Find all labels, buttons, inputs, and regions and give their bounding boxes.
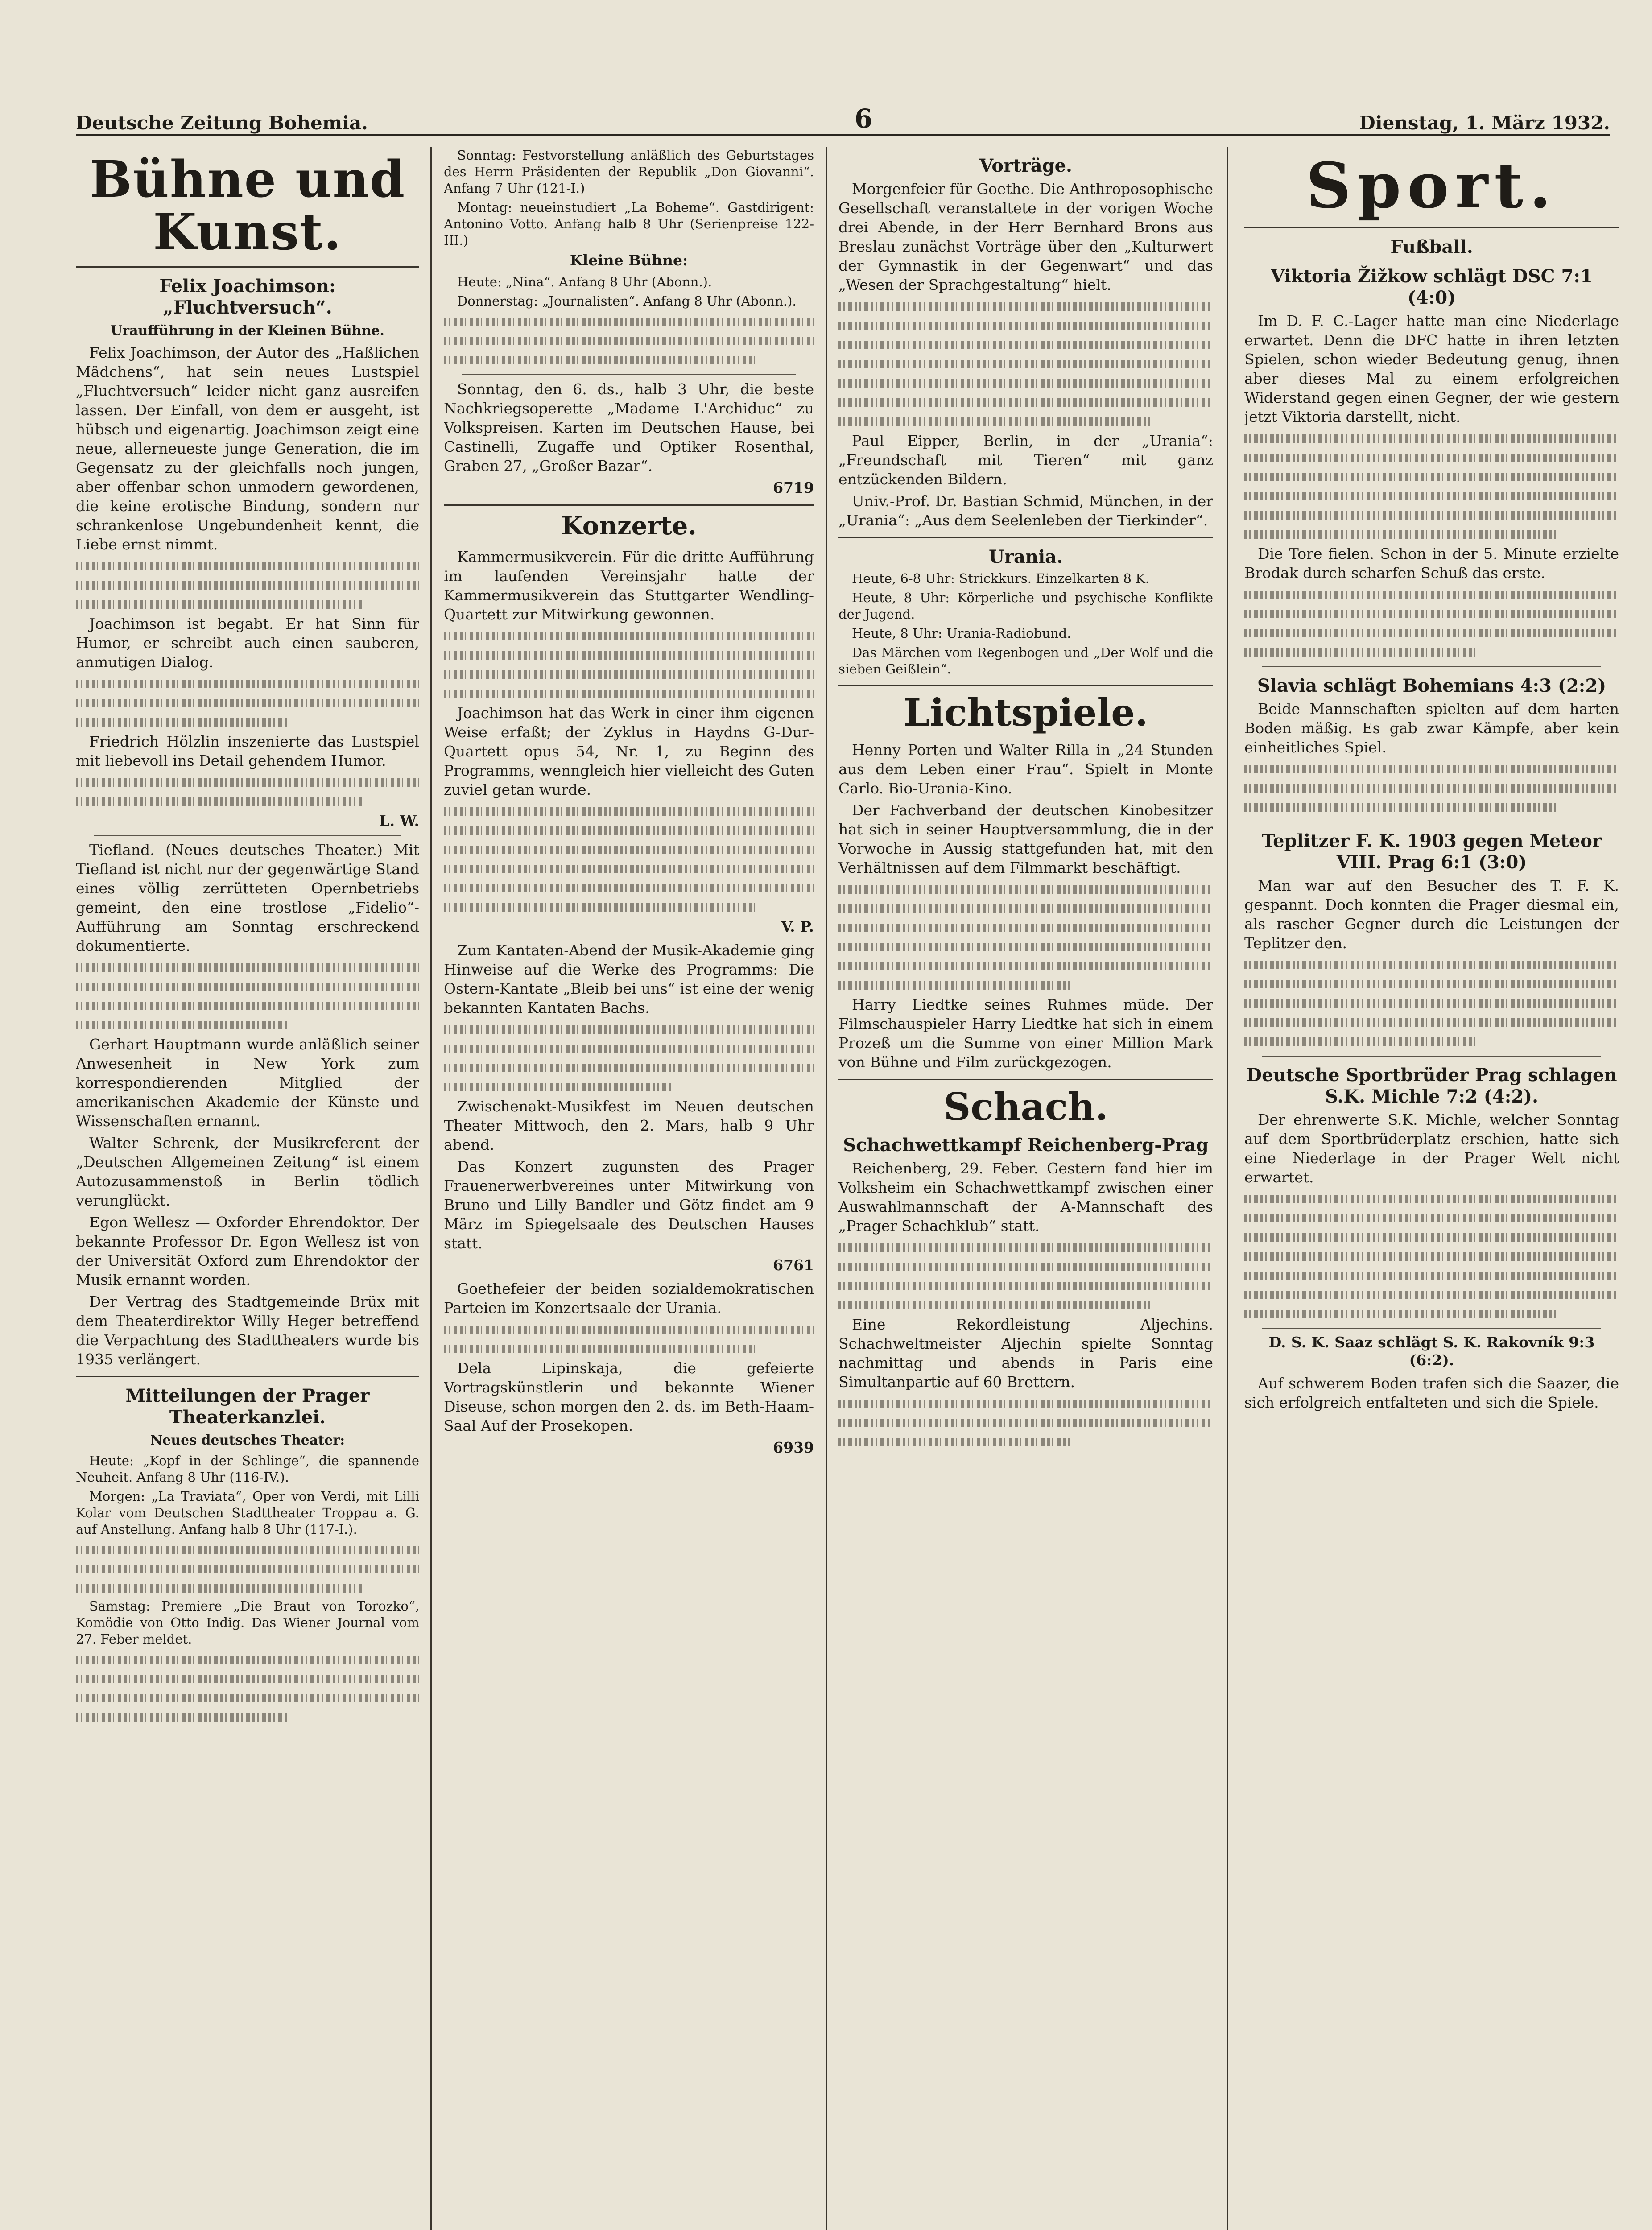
article-paragraph: Reichenberg, 29. Feber. Gestern fand hier im Volksheim ein Schachwettkampf zwischen einer Auswahlmannschaft der A-Mannschaft des „Prager Schachklub“ statt. [838,1160,1213,1235]
text-lines [1244,1228,1619,1247]
text-lines [838,1276,1213,1296]
program-entry: Samstag: Premiere „Die Braut von Torozko“, Komödie von Otto Indig. Das Wiener Journal vom 27. Feber meldet. [76,1598,419,1647]
text-lines [838,374,1213,393]
notice-number: 6719 [773,479,814,496]
text-lines [444,627,814,646]
newspaper-page [49,67,1628,2230]
text-lines [444,1339,755,1359]
text-lines [838,1394,1213,1413]
text-lines [1244,760,1619,779]
text-lines [1244,643,1477,662]
text-lines [1244,1305,1559,1324]
article-headline: Schachwettkampf Reichenberg-Prag [843,1135,1209,1156]
section-title-lichtspiele: Lichtspiele. [904,690,1148,735]
text-lines [76,1016,289,1035]
divider [838,1079,1213,1080]
divider [838,537,1213,538]
divider [838,685,1213,686]
article-paragraph: Univ.-Prof. Dr. Bastian Schmid, München, in der „Urania“: „Aus dem Seelenleben der Tierkinder“. [838,492,1213,529]
match-headline: Slavia schlägt Bohemians 4:3 (2:2) [1257,675,1607,696]
text-lines [76,557,419,576]
article-paragraph: Man war auf den Besucher des T. F. K. gespannt. Doch konnten die Prager diesmal ein, als rascher Gegner durch die Leistungen der Teplitzer den. [1244,877,1619,952]
text-lines [1244,525,1559,544]
divider [1262,1056,1601,1057]
text-lines [838,937,1213,957]
program-entry: Heute, 8 Uhr: Urania-Radiobund. [852,626,1071,641]
news-note: Gerhart Hauptmann wurde anläßlich seiner Anwesenheit in New York zum korrespondierenden Mitglied der amerikanischen Akademie der Künste und Wissenschaften ernannt. [76,1036,419,1130]
text-lines [76,1560,419,1579]
news-note: Walter Schrenk, der Musikreferent der „Deutschen Allgemeinen Zeitung“ ist einem Autozusammenstoß in Berlin tödlich verunglückt. [76,1134,419,1210]
text-lines [1244,1032,1477,1051]
text-lines [1244,467,1619,487]
text-lines [444,1020,814,1039]
text-lines [838,355,1213,374]
program-entry: Montag: neueinstudiert „La Boheme“. Gastdirigent: Antonino Votto. Anfang halb 8 Uhr (Serienpreise 122-III.) [444,200,814,248]
divider [444,504,814,506]
news-note: Egon Wellesz — Oxforder Ehrendoktor. Der bekannte Professor Dr. Egon Wellesz ist von der Universität Oxford zum Ehrendoktor der Musik ernannt worden. [76,1214,419,1289]
text-lines [1244,604,1619,624]
text-lines [1244,779,1619,798]
text-lines [838,957,1213,976]
text-lines [1244,624,1619,643]
article-paragraph: Joachimson hat das Werk in einer ihm eigenen Weise erfaßt; der Zyklus in Haydns G-Dur-Quartett opus 54, Nr. 1, zu Beginn des Programms, wenngleich hier vielleicht des Guten zuviel getan wurde. [444,704,814,798]
article-paragraph: Auf schwerem Boden trafen sich die Saazer, die sich erfolgreich entfalteten und sich die Spiele. [1244,1375,1619,1411]
text-lines [1244,1189,1619,1209]
article-paragraph: Goethefeier der beiden sozialdemokratischen Parteien im Konzertsaale der Urania. [444,1280,814,1317]
text-lines [1244,798,1559,817]
text-lines [76,773,419,792]
text-lines [76,595,364,614]
text-lines [838,412,1153,431]
article-paragraph: Paul Eipper, Berlin, in der „Urania“: „Freundschaft mit Tieren“ mit ganz entzückenden Bildern. [838,432,1213,488]
text-lines [838,1257,1213,1276]
text-lines [444,821,814,840]
article-paragraph: Die Tore fielen. Schon in der 5. Minute erzielte Brodak durch scharfen Schuß das erste. [1244,545,1619,582]
text-lines [1244,1209,1619,1228]
column-2 [444,147,814,2230]
text-lines [444,879,814,898]
divider [1262,1328,1601,1329]
article-paragraph: Kammermusikverein. Für die dritte Aufführung im laufenden Vereinsjahr hatte der Kammermusikverein das Stuttgarter Wendling-Quartett zur Mitwirkung gewonnen. [444,548,814,623]
article-paragraph: Im D. F. C.-Lager hatte man eine Niederlage erwartet. Denn die DFC hatte in ihren letzten Spielen, schon wieder Bedeutung genug, ihnen aber dieses Mal zu einem erfolgreichen Widerstand gegen einen Gegner, der wie gestern jetzt Viktoria darstellt, nicht. [1244,312,1619,425]
author-signature: L. W. [379,812,419,830]
article-paragraph: Felix Joachimson, der Autor des „Haßlichen Mädchens“, hat sein neues Lustspiel „Fluchtversuch“ leider nicht ganz ausreifen lassen. Der Einfall, von dem er ausgeht, ist hübsch und eigenartig. Joachimson zeigt eine neue, allerneueste junge Generation, die im Gegensatz zu der gleichfalls noch jungen, aber offenbar schon unmodern gewordenen, die keine erotische Bindung, sondern nur schrankenlose Ungebundenheit kennt, die Liebe ernst nimmt. [76,344,419,553]
text-lines [444,898,755,917]
text-lines [838,899,1213,918]
text-lines [444,1320,814,1339]
masthead: Deutsche Zeitung Bohemia. [76,112,368,134]
program-entry: Donnerstag: „Journalisten“. Anfang 8 Uhr (Abonn.). [457,293,797,309]
program-entry: Morgen: „La Traviata“, Oper von Verdi, mit Lilli Kolar vom Deutschen Stadttheater Troppau a. G. auf Anstellung. Anfang halb 8 Uhr (117-I.). [76,1489,419,1537]
text-lines [444,859,814,879]
text-lines [76,576,419,595]
text-lines [838,297,1213,316]
column-divider [430,147,432,2230]
section-subtitle: Fußball. [1390,236,1473,257]
notice-number: 6761 [773,1256,814,1274]
section-title-theaterkanzlei: Mitteilungen der Prager Theaterkanzlei. [125,1385,370,1428]
text-lines [1244,1247,1619,1266]
program-entry: Das Märchen vom Regenbogen und „Der Wolf und die sieben Geißlein“. [838,645,1213,677]
article-paragraph: Dela Lipinskaja, die gefeierte Vortragskünstlerin und bekannte Wiener Diseuse, schon morgen den 2. ds. im Beth-Haam-Saal Auf der Prosekopen. [444,1359,814,1434]
text-lines [76,958,419,977]
text-lines [1244,506,1619,525]
text-lines [444,1078,673,1097]
text-lines [76,694,419,713]
column-1 [76,147,419,2230]
text-lines [444,312,814,331]
article-paragraph: Zwischenakt-Musikfest im Neuen deutschen Theater Mittwoch, den 2. Mars, halb 9 Uhr abend. [444,1097,814,1153]
program-entry: Heute: „Kopf in der Schlinge“, die spannende Neuheit. Anfang 8 Uhr (116-IV.). [76,1453,419,1485]
notice-number: 6939 [773,1438,814,1456]
program-entry: Heute, 6-8 Uhr: Strickkurs. Einzelkarten 8 K. [852,571,1149,586]
article-paragraph: Harry Liedtke seines Ruhmes müde. Der Filmschauspieler Harry Liedtke hat sich in einem Prozeß um die Summe von einer Million Mark von Bühne und Film zurückgezogen. [838,996,1213,1071]
divider [76,266,419,268]
column-divider [1227,147,1228,2230]
article-paragraph: Friedrich Hölzlin inszenierte das Lustspiel mit liebevoll ins Detail gehendem Humor. [76,733,419,770]
section-title-vortraege: Vorträge. [979,155,1072,176]
text-lines [76,792,364,811]
text-lines [76,1650,419,1669]
article-paragraph: Henny Porten und Walter Rilla in „24 Stunden aus dem Leben einer Frau“. Spielt in Monte Carlo. Bio-Urania-Kino. [838,741,1213,797]
text-lines [444,331,814,351]
section-title-urania: Urania. [989,546,1063,567]
text-lines [444,840,814,859]
article-paragraph: Morgenfeier für Goethe. Die Anthroposophische Gesellschaft veranstaltete in der vorigen Woche drei Abende, in der Herr Bernhard Brons aus Breslau zunächst Vorträge über den „Kulturwert der Gymnastik in der Gegenwart“ und das „Wesen der Sprachgestaltung“ hielt. [838,180,1213,293]
subsection-title: Kleine Bühne: [570,252,688,269]
column-4 [1244,147,1619,2230]
text-lines [1244,1266,1619,1285]
page-header [76,103,1610,136]
text-lines [838,316,1213,335]
text-lines [1244,994,1619,1013]
text-lines [76,1669,419,1689]
text-lines [76,1689,419,1708]
column-divider [826,147,827,2230]
divider [1262,666,1601,667]
text-lines [838,918,1213,937]
divider [1244,227,1619,228]
text-lines [838,976,1071,995]
article-paragraph: Eine Rekordleistung Aljechins. Schachweltmeister Aljechin spielte Sonntag nachmittag und abends in Paris eine Simultanpartie auf 60 Brettern. [838,1316,1213,1391]
text-lines [838,1296,1153,1315]
notice-paragraph: Sonntag, den 6. ds., halb 3 Uhr, die beste Nachkriegsoperette „Madame L'Archiduc“ zu Volkspreisen. Karten im Deutschen Hause, bei Castinelli, Zugaffe und Optiker Rosenthal, Graben 27, „Großer Bazar“. [444,380,814,475]
section-title-schach: Schach. [943,1085,1108,1129]
article-paragraph: Joachimson ist begabt. Er hat Sinn für Humor, er schreibt auch einen sauberen, anmutigen Dialog. [76,615,419,671]
text-lines [76,1579,364,1598]
text-lines [444,351,755,370]
text-lines [1244,955,1619,975]
text-lines [76,977,419,996]
news-note: Tiefland. (Neues deutsches Theater.) Mit Tiefland ist nicht nur der gegenwärtige Stand eines völlig zerrütteten Opernbetriebs gemeint, den eine trostlose „Fidelio“-Aufführung am Sonntag erschreckend dokumentierte. [76,841,419,955]
text-lines [76,1708,289,1727]
text-lines [1244,1285,1619,1305]
article-headline: Felix Joachimson: „Fluchtversuch“. [159,276,336,318]
text-lines [444,1058,814,1078]
text-lines [1244,975,1619,994]
text-lines [1244,448,1619,467]
match-headline: Deutsche Sportbrüder Prag schlagen S.K. Michle 7:2 (4:2). [1246,1065,1617,1107]
column-3 [838,147,1213,2230]
divider [462,374,796,375]
text-lines [444,665,814,684]
divider [94,835,401,836]
text-lines [838,880,1213,899]
divider [76,1376,419,1377]
text-lines [838,393,1213,412]
text-lines [444,1039,814,1058]
text-lines [444,802,814,821]
article-paragraph: Beide Mannschaften spielten auf dem harten Boden mäßig. Es gab zwar Kämpfe, aber kein einheitliches Spiel. [1244,700,1619,756]
text-lines [838,1238,1213,1257]
text-lines [76,713,289,732]
article-paragraph: Das Konzert zugunsten des Prager Frauenerwerbvereines unter Mitwirkung von Bruno und Lilly Bandler und Götz findet am 9 März im Spiegelsaale des Deutschen Hauses statt. [444,1157,814,1252]
text-lines [838,335,1213,355]
section-title-konzerte: Konzerte. [561,511,697,541]
section-title-buehne-und-kunst: Bühne und Kunst. [89,150,406,261]
text-lines [76,1540,419,1560]
program-entry: Sonntag: Festvorstellung anläßlich des Geburtstages des Herrn Präsidenten der Republik „Don Giovanni“. Anfang 7 Uhr (121-I.) [444,148,814,196]
text-lines [1244,487,1619,506]
article-paragraph: Zum Kantaten-Abend der Musik-Akademie ging Hinweise auf die Werke des Programms: Die Ostern-Kantate „Bleib bei uns“ ist eine der wenig bekannten Kantaten Bachs. [444,941,814,1016]
author-signature: V. P. [781,917,814,935]
match-headline: D. S. K. Saaz schlägt S. K. Rakovník 9:3 (6:2). [1268,1334,1595,1369]
article-subheadline: Uraufführung in der Kleinen Bühne. [111,323,384,339]
text-lines [444,646,814,665]
match-headline: Teplitzer F. K. 1903 gegen Meteor VIII. Prag 6:1 (3:0) [1262,830,1602,873]
text-lines [76,996,419,1016]
text-lines [444,684,814,703]
section-title-sport: Sport. [1306,149,1557,223]
article-paragraph: Der ehrenwerte S.K. Michle, welcher Sonntag auf dem Sportbrüderplatz erschien, hatte sich eine Niederlage in der Prager Welt nicht erwartet. [1244,1111,1619,1186]
article-paragraph: Der Fachverband der deutschen Kinobesitzer hat sich in seiner Hauptversammlung, die in der Vorwoche in Aussig stattgefunden hat, mit den Verhältnissen auf dem Filmmarkt beschäftigt. [838,801,1213,877]
text-lines [838,1433,1071,1452]
text-lines [1244,1013,1619,1032]
section-subtitle: Neues deutsches Theater: [150,1433,345,1449]
program-entry: Heute, 8 Uhr: Körperliche und psychische Konflikte der Jugend. [838,590,1213,622]
page-number: 6 [854,103,873,134]
text-lines [1244,585,1619,604]
issue-date: Dienstag, 1. März 1932. [1359,112,1610,134]
news-note: Der Vertrag des Stadtgemeinde Brüx mit dem Theaterdirektor Willy Heger betreffend die Verpachtung des Stadttheaters wurde bis 1935 verlängert. [76,1293,419,1368]
match-headline: Viktoria Žižkow schlägt DSC 7:1 (4:0) [1271,266,1593,308]
text-lines [76,674,419,694]
program-entry: Heute: „Nina“. Anfang 8 Uhr (Abonn.). [457,274,712,289]
text-lines [1244,429,1619,448]
text-lines [838,1413,1213,1433]
